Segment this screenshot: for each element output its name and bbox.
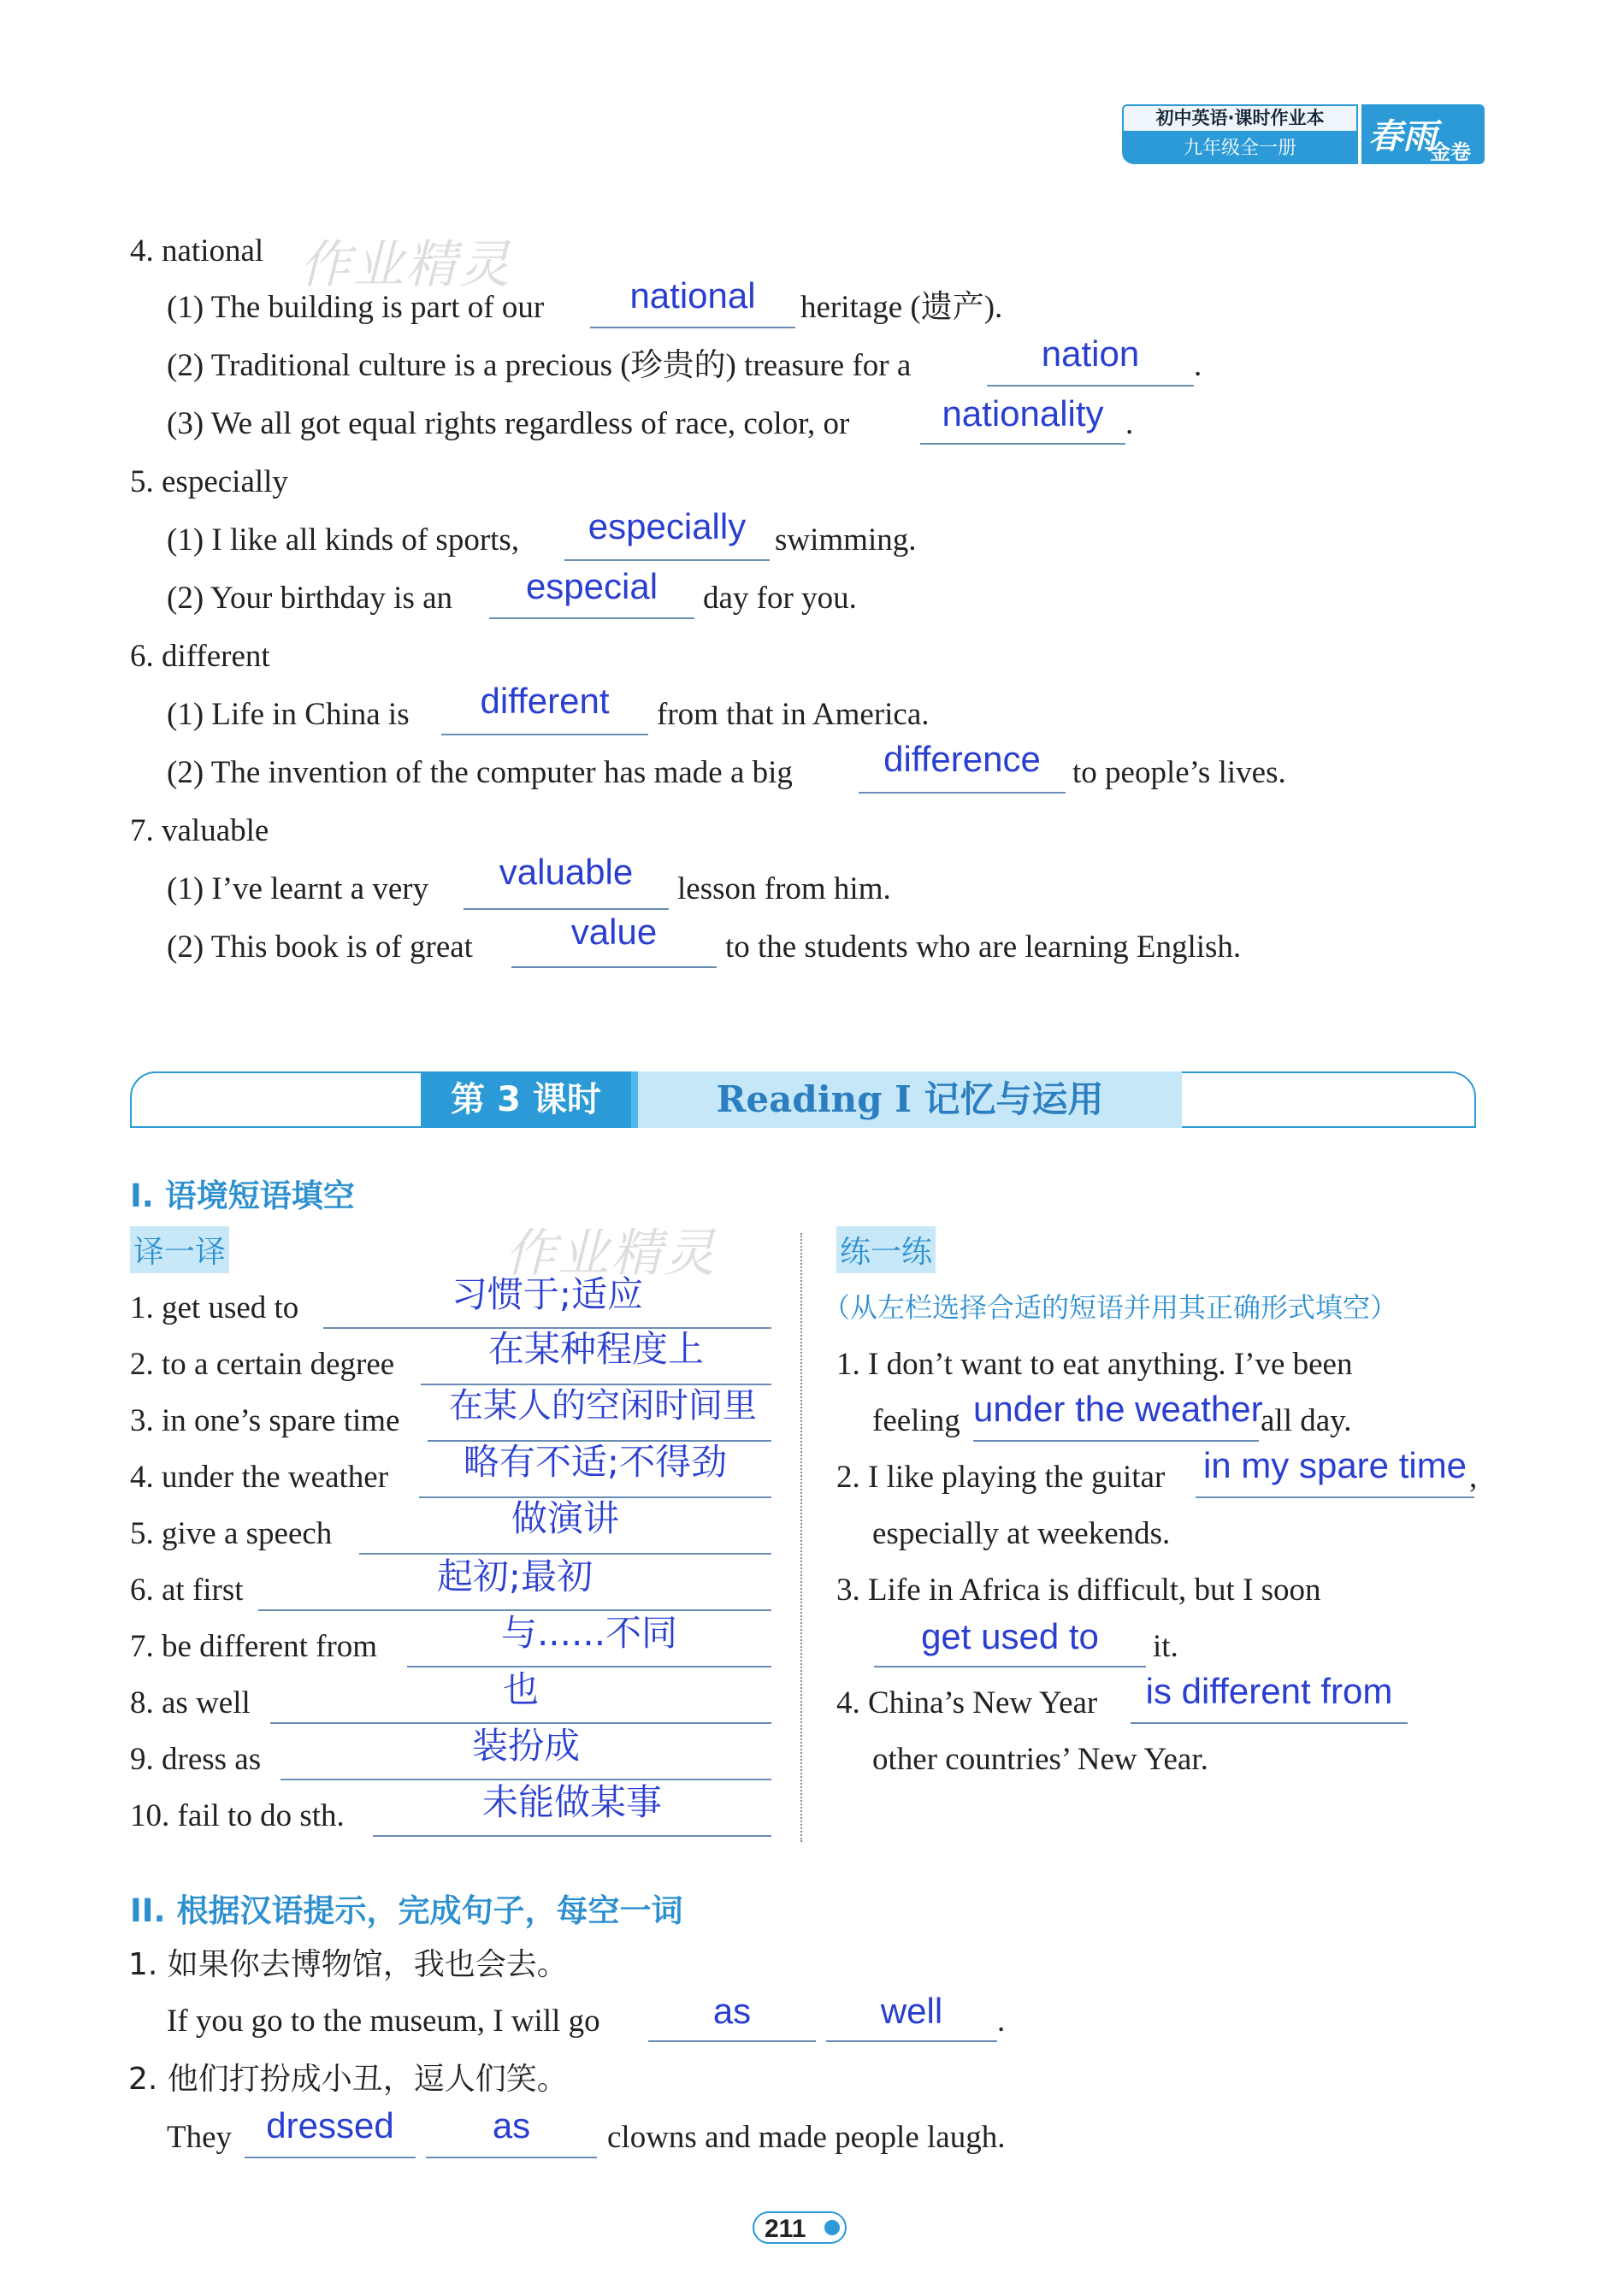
phrase-label: 6. at first — [130, 1573, 244, 1608]
answer-blank[interactable] — [489, 617, 694, 619]
answer-blank[interactable] — [359, 1553, 771, 1555]
chinese-prompt: 1. 如果你去博物馆，我也会去。 — [128, 1947, 568, 1982]
sentence-text: heritage (遗产). — [800, 290, 1003, 325]
answer-blank[interactable] — [245, 2157, 416, 2158]
item-head: 7. valuable — [130, 813, 269, 848]
handwritten-answer: in my spare time — [1202, 1445, 1468, 1485]
answer-blank[interactable] — [258, 1609, 771, 1611]
sentence-text: swimming. — [775, 522, 917, 558]
sentence-text: (2) Traditional culture is a precious (珍贵的) treasure for a — [167, 348, 912, 383]
handwritten-answer: different — [480, 681, 610, 721]
phrase-label: 7. be different from — [130, 1629, 378, 1664]
handwritten-answer: especial — [525, 566, 658, 606]
sentence-text: (1) Life in China is — [167, 697, 410, 732]
series-label — [1122, 104, 1358, 164]
column-divider — [800, 1233, 802, 1842]
series-title: 初中英语·课时作业本 — [1122, 104, 1358, 133]
practice-sentence: 2. I like playing the guitar — [836, 1460, 1166, 1495]
handwritten-answer: value — [570, 912, 658, 952]
handwritten-answer: valuable — [499, 852, 634, 892]
sentence-text: (1) I like all kinds of sports, — [167, 522, 520, 558]
answer-blank[interactable] — [648, 2040, 816, 2042]
chinese-prompt: 2. 他们打扮成小丑，逗人们笑。 — [128, 2062, 568, 2097]
sentence-text: . — [1125, 406, 1134, 441]
left-column-tab: 译一译 — [130, 1226, 229, 1273]
practice-sentence: 1. I don’t want to eat anything. I’ve been — [836, 1347, 1353, 1382]
handwritten-answer: 未能做某事 — [481, 1781, 662, 1823]
sentence-text: (3) We all got equal rights regardless of race, color, or — [167, 406, 850, 441]
watermark: 作业精灵 — [299, 235, 511, 295]
item-head: 5. especially — [130, 464, 288, 499]
answer-blank[interactable] — [373, 1835, 771, 1837]
handwritten-answer: 略有不适;不得劲 — [463, 1441, 728, 1483]
section-title: I. 语境短语填空 — [130, 1178, 355, 1214]
answer-blank[interactable] — [564, 559, 770, 561]
section-title: II. 根据汉语提示，完成句子，每空一词 — [130, 1892, 683, 1929]
practice-sentence: other countries’ New Year. — [872, 1742, 1208, 1777]
phrase-label: 9. dress as — [130, 1742, 262, 1777]
phrase-label: 5. give a speech — [130, 1516, 333, 1551]
handwritten-answer: get used to — [921, 1616, 1099, 1656]
phrase-label: 1. get used to — [130, 1290, 299, 1325]
brand-name: 春雨 — [1368, 116, 1437, 156]
phrase-label: 10. fail to do sth. — [130, 1798, 345, 1833]
answer-blank[interactable] — [920, 443, 1125, 445]
grade-label: 九年级全一册 — [1122, 133, 1358, 164]
sentence-text: day for you. — [703, 581, 857, 616]
handwritten-answer: as — [712, 1991, 752, 2031]
handwritten-answer: dressed — [266, 2105, 394, 2145]
lesson-title: Reading I 记忆与运用 — [638, 1071, 1182, 1128]
answer-blank[interactable] — [281, 1779, 771, 1780]
answer-blank[interactable] — [464, 908, 669, 910]
instruction-hint: （从左栏选择合适的短语并用其正确形式填空） — [823, 1291, 1398, 1324]
handwritten-answer: as — [492, 2105, 531, 2145]
handwritten-answer: national — [629, 275, 756, 316]
answer-blank[interactable] — [973, 1440, 1259, 1442]
handwritten-answer: 做演讲 — [511, 1497, 619, 1539]
page-number — [753, 2211, 847, 2244]
practice-sentence: all day. — [1261, 1403, 1352, 1438]
sentence-text: They — [167, 2120, 233, 2155]
sentence-text: (1) I’ve learnt a very — [167, 871, 429, 906]
handwritten-answer: under the weather — [973, 1389, 1263, 1429]
sentence-text: (2) The invention of the computer has made a big — [167, 755, 793, 790]
answer-blank[interactable] — [874, 1666, 1146, 1667]
phrase-label: 4. under the weather — [130, 1460, 389, 1495]
handwritten-answer: 装扮成 — [471, 1725, 580, 1767]
lesson-number: 第 3 课时 — [421, 1071, 631, 1128]
sentence-text: (2) Your birthday is an — [167, 581, 453, 616]
sentence-text: . — [1194, 348, 1202, 383]
answer-blank[interactable] — [826, 2040, 997, 2042]
brand-sub: 金卷 — [1430, 140, 1471, 164]
phrase-label: 8. as well — [130, 1685, 251, 1721]
practice-sentence: it. — [1153, 1629, 1178, 1664]
answer-blank[interactable] — [511, 966, 717, 968]
header-badge — [1122, 104, 1485, 164]
phrase-label: 2. to a certain degree — [130, 1347, 395, 1382]
handwritten-answer: 与......不同 — [500, 1612, 678, 1654]
handwritten-answer: nationality — [942, 393, 1104, 434]
phrase-label: 3. in one’s spare time — [130, 1403, 400, 1438]
sentence-text: from that in America. — [657, 697, 930, 732]
brand-logo — [1361, 104, 1485, 164]
handwritten-answer: especially — [588, 506, 747, 546]
handwritten-answer: is different from — [1145, 1671, 1393, 1711]
sentence-text: . — [997, 2004, 1006, 2039]
practice-sentence: 3. Life in Africa is difficult, but I soon — [836, 1573, 1321, 1608]
answer-blank[interactable] — [1196, 1496, 1474, 1498]
page-number-text: 211 — [765, 2215, 806, 2243]
sentence-text: (1) The building is part of our — [167, 290, 545, 325]
answer-blank[interactable] — [407, 1666, 771, 1667]
answer-blank[interactable] — [590, 327, 795, 328]
handwritten-answer: 在某人的空闲时间里 — [449, 1386, 757, 1425]
handwritten-answer: 也 — [502, 1668, 539, 1710]
item-head: 6. different — [130, 639, 270, 674]
answer-blank[interactable] — [1131, 1722, 1408, 1724]
answer-blank[interactable] — [987, 385, 1194, 387]
practice-sentence: especially at weekends. — [872, 1516, 1171, 1551]
answer-blank[interactable] — [441, 734, 648, 735]
sentence-text: lesson from him. — [677, 871, 891, 906]
right-column-tab: 练一练 — [836, 1226, 936, 1273]
handwritten-answer: nation — [1041, 333, 1140, 374]
handwritten-answer: difference — [883, 739, 1041, 779]
sentence-text: If you go to the museum, I will go — [167, 2004, 600, 2039]
handwritten-answer: well — [880, 1991, 943, 2031]
handwritten-answer: 习惯于;适应 — [451, 1273, 644, 1315]
practice-sentence: 4. China’s New Year — [836, 1685, 1098, 1721]
handwritten-answer: 起初;最初 — [436, 1555, 593, 1597]
sentence-text: clowns and made people laugh. — [607, 2120, 1006, 2155]
sentence-text: to the students who are learning English. — [725, 930, 1242, 965]
watermark: 作业精灵 — [505, 1224, 717, 1284]
item-head: 4. national — [130, 233, 264, 269]
answer-blank[interactable] — [426, 2157, 597, 2158]
practice-sentence: feeling — [872, 1403, 960, 1438]
practice-sentence: , — [1469, 1460, 1478, 1495]
sentence-text: (2) This book is of great — [167, 930, 473, 965]
sentence-text: to people’s lives. — [1072, 755, 1286, 790]
page-dot-icon — [824, 2220, 840, 2235]
answer-blank[interactable] — [270, 1722, 771, 1724]
handwritten-answer: 在某种程度上 — [487, 1328, 704, 1370]
answer-blank[interactable] — [859, 792, 1066, 794]
